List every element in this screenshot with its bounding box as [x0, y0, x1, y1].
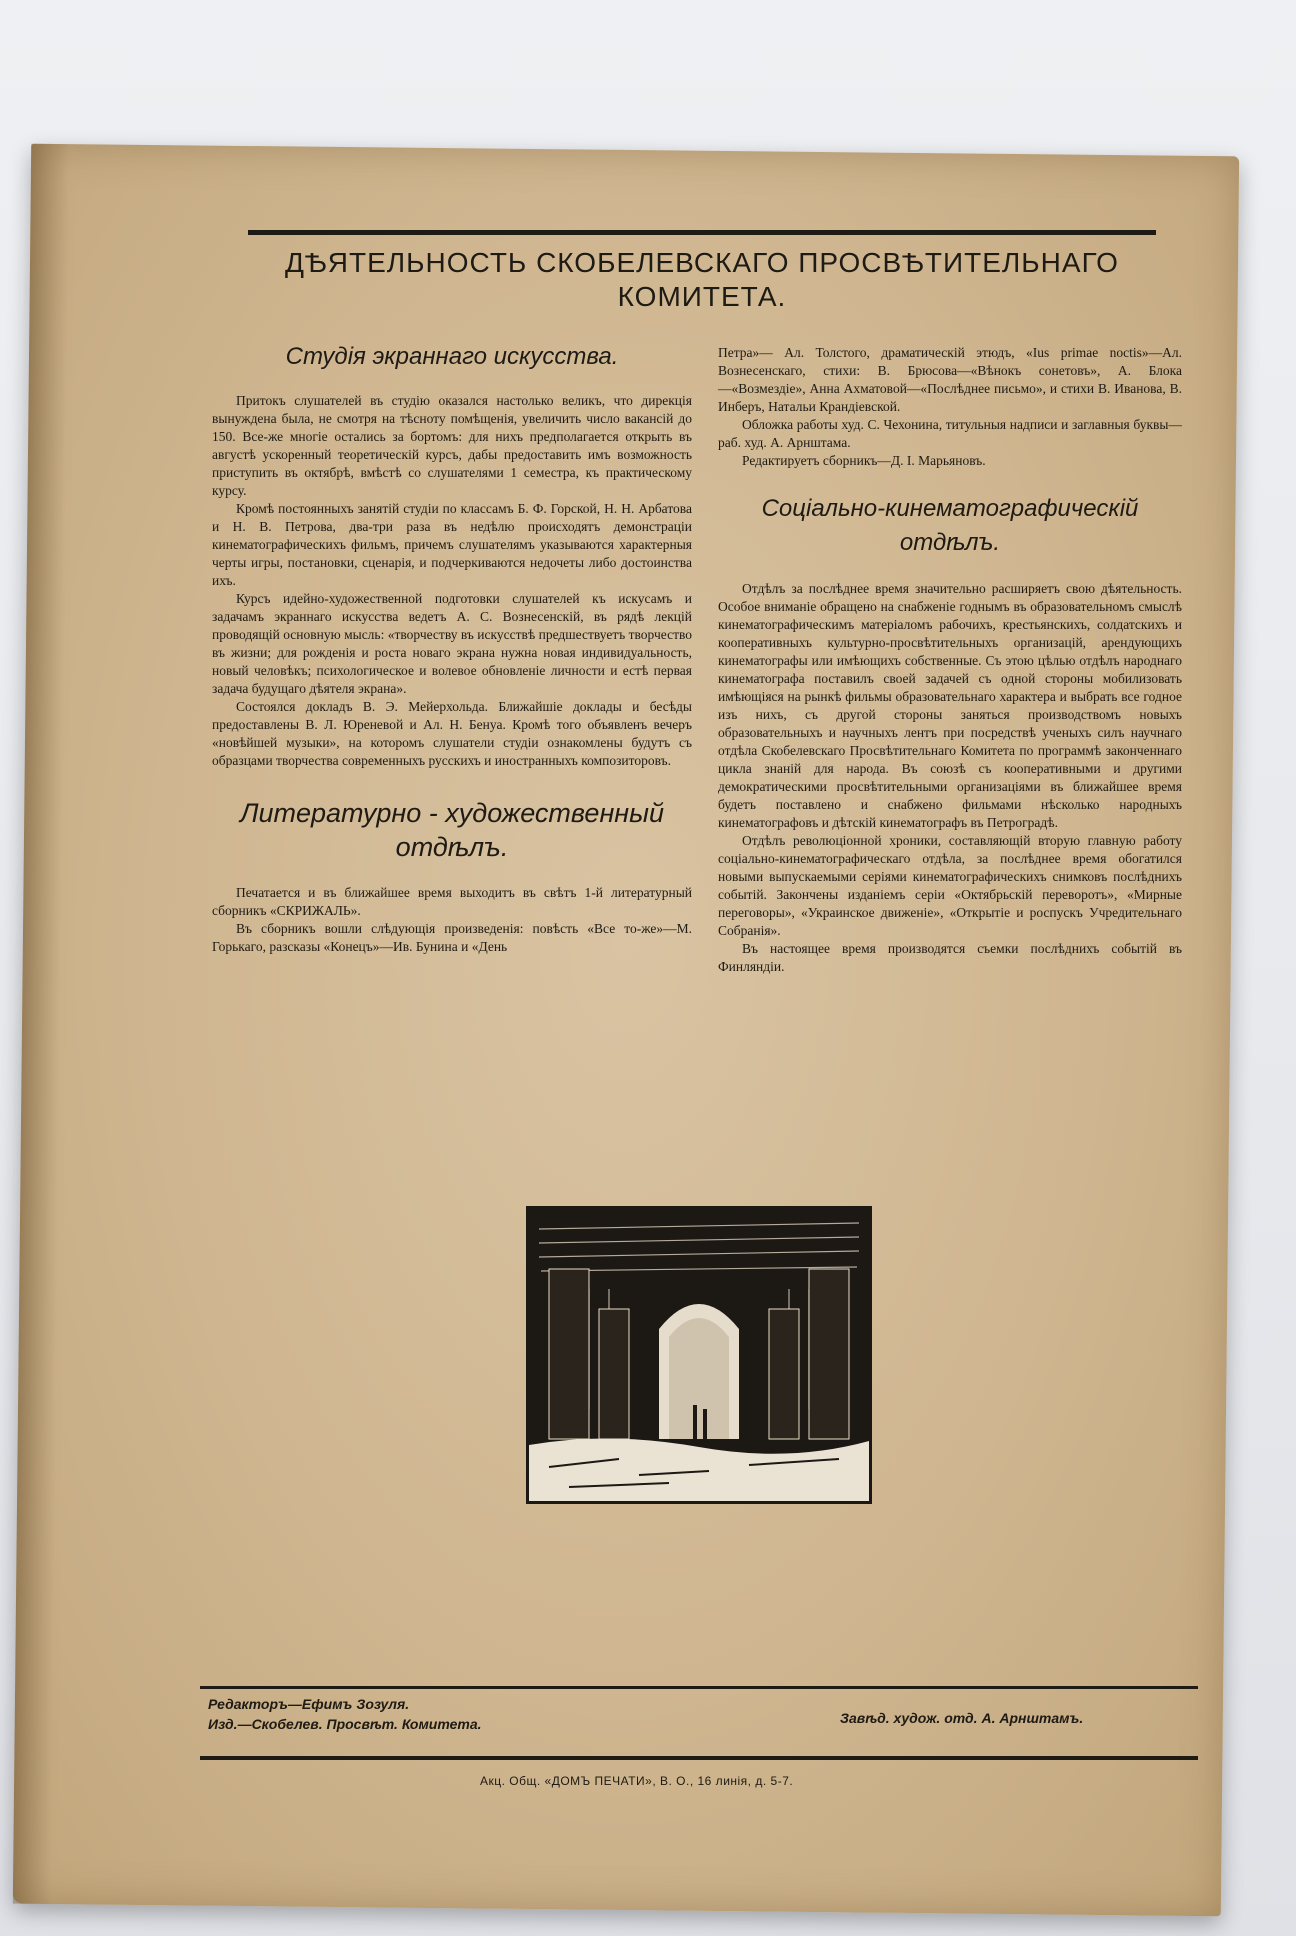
- printer-imprint: Акц. Общ. «ДОМЪ ПЕЧАТИ», В. О., 16 линія, д. 5-7.: [480, 1774, 794, 1788]
- literary-title-line2: отдѣлъ.: [395, 832, 509, 862]
- social-paragraph: Въ настоящее время производятся съемки послѣднихъ событій въ Финляндіи.: [718, 941, 1182, 974]
- social-title-line1: Соціально-кинематографическій: [761, 495, 1139, 522]
- literary-continuation: Редактируетъ сборникъ—Д. І. Марьяновъ.: [742, 453, 986, 468]
- right-column: [718, 344, 1182, 976]
- literary-paragraph: Печатается и въ ближайшее время выходитъ въ свѣтъ 1-й литературный сборникъ «СКРИЖАЛЬ».: [212, 885, 692, 918]
- studio-paragraph: Курсъ идейно-художественной подготовки слушателей къ искусамъ и задачамъ экраннаго искусства ведетъ А. С. Вознесенскій, въ рядѣ лекцій проводящій основную мысль: «творчеству въ искусствѣ предшествуетъ творчество въ жизни; для рожденія и роста новаго экрана нужна новая индивидуальность, новый человѣкъ; психологическое и волевое обновленіе личности и естѣ первая задача будущаго дѣятеля экрана».: [212, 591, 692, 696]
- art-director-credit: Завѣд. худож. отд. А. Арнштамъ.: [840, 1710, 1084, 1726]
- editor-credit: Редакторъ—Ефимъ Зозуля.: [208, 1696, 410, 1712]
- publisher-credit: Изд.—Скобелев. Просвѣт. Комитета.: [208, 1716, 482, 1732]
- literary-title-line1: Литературно - художественный: [239, 798, 665, 828]
- literary-continuation: Обложка работы худ. С. Чехонина, титульныя надписи и заглавныя буквы—раб. худ. А. Арнштама.: [718, 417, 1182, 450]
- studio-paragraph: Состоялся докладъ В. Э. Мейерхольда. Ближайшіе доклады и бесѣды предоставлены В. Л. Юреневой и Ал. Н. Бенуа. Кромѣ того объявленъ вечеръ «новѣйшей музыки», на которомъ слушатели студіи ознакомлены будутъ съ образцами творчества современныхъ русскихъ и иностранныхъ композиторовъ.: [212, 699, 692, 768]
- arch-engraving-image: [529, 1209, 869, 1501]
- social-paragraph: Отдѣлъ за послѣднее время значительно расширяетъ свою дѣятельность. Особое вниманіе обращено на снабженіе годнымъ въ образовательномъ смыслѣ кинематографическимъ матеріаломъ рабочихъ, крестьянскихъ, солдатскихъ и кооперативныхъ культурно-просвѣтительныхъ организацій, арендующихъ кинематографы или имѣющихъ собственные. Съ этою цѣлью отдѣлъ народнаго кинематографа поставилъ своей задачей съ одной стороны мобилизовать имѣющіяся на рынкѣ фильмы образовательнаго характера и выбрать все годное изъ нихъ, съ другой стороны заняться производствомъ новыхъ образовательныхъ и научныхъ лентъ при посредствѣ ученыхъ силъ научнаго отдѣла Скобелевскаго Просвѣтительнаго Комитета по программѣ законченнаго цикла знаній для народа. Въ союзѣ съ кооперативными и другими демократическими просвѣтительными организаціями въ ближайшее время будетъ поставлено и снабжено фильмами нѣсколько народныхъ кинематографовъ и дѣтскій кинематографъ въ Петроградѣ.: [718, 581, 1182, 830]
- woodcut-illustration: [526, 1206, 872, 1504]
- studio-paragraph: Кромѣ постоянныхъ занятій студіи по классамъ Б. Ф. Горской, Н. Н. Арбатова и Н. В. Петрова, два-три раза въ недѣлю происходятъ демонстраціи кинематографическихъ фильмъ, причемъ слушателямъ указываются характерныя черты игры, постановки, сценарія, и подчеркиваются недочеты либо достоинства ихъ.: [212, 501, 692, 588]
- main-title: ДѢЯТЕЛЬНОСТЬ СКОБЕЛЕВСКАГО ПРОСВѢТИТЕЛЬНАГО КОМИТЕТА.: [285, 247, 1119, 312]
- social-title-line2: отдѣлъ.: [899, 529, 1001, 556]
- studio-section-title: Студія экраннаго искусства.: [285, 343, 619, 370]
- top-rule: [248, 230, 1156, 235]
- social-section-title: [718, 492, 1182, 560]
- footer-rule-top: [200, 1686, 1198, 1689]
- literary-section-title: [212, 796, 692, 864]
- literary-continuation: Петра»— Ал. Толстого, драматическій этюдъ, «Ius primae noctis»—Ал. Вознесенскаго, стихи: В. Брюсова—«Вѣнокъ сонетовъ», А. Блока—«Возмездіе», Анна Ахматовой—«Послѣднее письмо», и стихи В. Иванова, В. Инберъ, Натальи Крандіевской.: [718, 345, 1182, 414]
- footer-rule-bottom: [200, 1756, 1198, 1760]
- social-paragraph: Отдѣлъ революціонной хроники, составляющій вторую главную работу соціально-кинематографическаго отдѣла, за послѣднее время обогатился новыми выпускаемыми серіями кинематографическихъ снимковъ послѣднихъ событій. Закончены изданіемъ серіи «Октябрьскій переворотъ», «Мирные переговоры», «Украинское движеніе», «Открытіе и роспускъ Учредительнаго Собранія».: [718, 833, 1182, 938]
- left-column: [212, 340, 692, 956]
- literary-paragraph: Въ сборникъ вошли слѣдующія произведенія: повѣсть «Все то-же»—М. Горькаго, разсказы «Конецъ»—Ив. Бунина и «День: [212, 921, 692, 954]
- studio-paragraph: Притокъ слушателей въ студію оказался настолько великъ, что дирекція вынуждена была, не смотря на тѣсноту помѣщенія, увеличить число вакансій до 150. Все-же многіе остались за бортомъ: для нихъ предполагается открыть въ августѣ ускоренный теоретическій курсъ, дабы предоставить имъ возможность приступить въ октябрѣ, вмѣстѣ со слушателями 1 семестра, къ практическому курсу.: [212, 393, 692, 498]
